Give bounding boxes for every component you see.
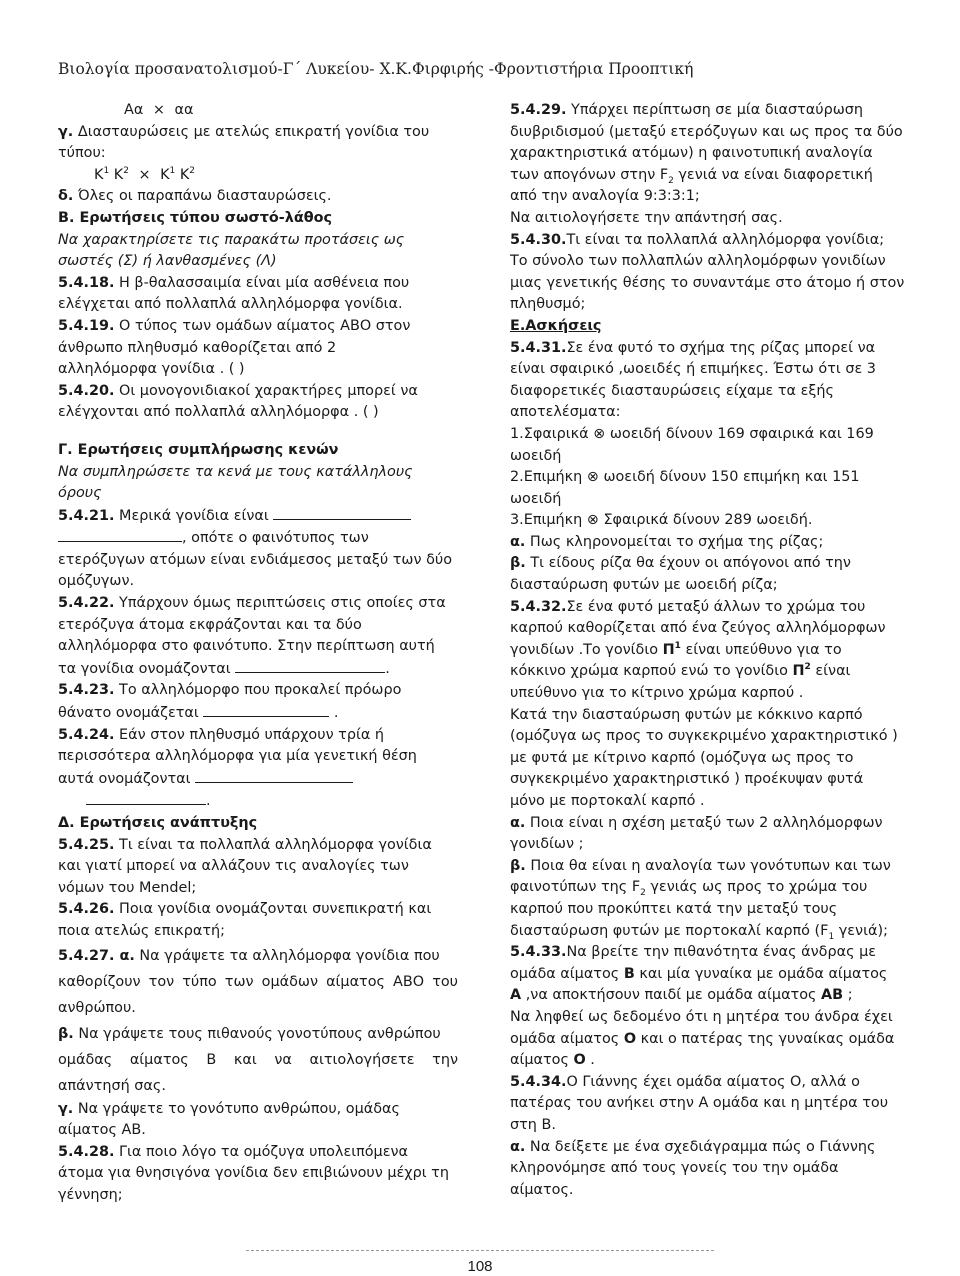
question-5-4-24: 5.4.24. Εάν στον πληθυσμό υπάρχουν τρία ή [58,726,385,743]
question-5-4-21: 5.4.21. Μερικά γονίδια είναι [58,505,458,528]
cross-symbol: × [152,102,165,118]
cross-2: 2.Επιμήκη ⊗ ωοειδή δίνουν 150 επιμήκη και 151 [510,469,860,486]
question-5-4-34: 5.4.34.Ο Γιάννης έχει ομάδα αίματος Ο, αλλά ο [510,1073,860,1090]
cross-k-line: $K^1$ $K^2 \times K^1$ $K^2$ [58,165,458,187]
question-5-4-25: 5.4.25. Τι είναι τα πολλαπλά αλληλόμορφα γονίδια [58,836,432,853]
question-5-4-30: 5.4.30.Τι είναι τα πολλαπλά αλληλόμορφα γονίδια; [510,231,885,248]
page-number: 108 [467,1258,493,1275]
left-column: Αα × αα γ. Διασταυρώσεις με ατελώς επικρατή γονίδια του τύπου: $K^1$ $K^2 \times K^1$ $K^2$ δ. Όλες οι παραπάνω διασταυρώσεις. Β. Ερωτήσεις τύπου σωστό-λάθος Να χαρακτηρίσετε τις παρακάτω προτάσεις ως σωστές (Σ) ή λανθασμένες (Λ) 5.4.18. Η β-θαλασσαιμία είναι μία ασθένεια που ελέγχεται από πολλαπλά αλληλόμορφα γονίδια. 5.4.19. Ο τύπος των ομάδων αίματος ΑΒΟ στον άνθρωπο πληθυσμό καθορίζεται από 2 αλληλόμορφα γονίδια . ( ) 5.4.20. Οι μονογονιδιακοί χαρακτήρες μπορεί να ελέγχονται από πολλαπλά αλληλόμορφα . ( ) Γ. Ερωτήσεις συμπλήρωσης κενών Να συμπληρώσετε τα κενά με τους κατάλληλους όρους 5.4.21. Μερικά γονίδια είναι , οπότε ο φαινότυπος των ετερόζυγων ατόμων είναι ενδιάμεσος μεταξύ των δύο ομόζυγων. 5.4.22. Υπάρχουν όμως περιπτώσεις στις οποίες στα ετερόζυγα άτομα εκφράζονται και τα δύο αλληλόμορφα στο φαινότυπο. Στην περίπτωση αυτή τα γονίδια ονομάζονται . 5.4.23. Το αλληλόμορφο που προκαλεί πρόωρο θάνατο ονομάζεται . 5.4.24. Εάν στον πληθυσμό υπάρχουν τρία ή περισσότερα αλληλόμορφα για μία γενετική θέση αυτά ονομάζονται . Δ. Ερωτήσεις ανάπτυξης 5.4.25. Τι είναι τα πολλαπλά αλληλόμορφα γονίδια και γιατί μπορεί να αλλάζουν τις αναλογίες των νόμων του Mendel; 5.4.26. Ποια γονίδια ονομάζονται συνεπικρατή και ποια ατελώς επικρατή; 5.4.27. α. Να γράψετε τα αλληλόμορφα γονίδια που καθορίζουν τον τύπο των ομάδων αίματος ΑΒΟ του ανθρώπου. β. Να γράψετε τους πιθανούς γονοτύπους ανθρώπου ομάδας αίματος Β και να αιτιολογήσετε την απάντησή σας. γ. Να γράψετε το γονότυπο ανθρώπου, ομάδας αίματος ΑΒ. 5.4.28. Για ποιο λόγο τα ομόζυγα υπολειπόμενα άτομα για θνησιγόνα γονίδια δεν επιβιώνουν μέχρι τη γέννηση; [58,102,458,1203]
cross-circle-icon: ⊗ [586,512,599,529]
question-5-4-22: 5.4.22. Υπάρχουν όμως περιπτώσεις στις οποίες στα [58,595,446,612]
question-5-4-26: 5.4.26. Ποια γονίδια ονομάζονται συνεπικρατή και [58,901,432,918]
section-D-title: Δ. Ερωτήσεις ανάπτυξης [58,815,258,831]
fill-blank [195,768,353,783]
cross-1: 1.Σφαιρικά ⊗ ωοειδή δίνουν 169 σφαιρικά και 169 [510,425,874,442]
question-5-4-19: 5.4.19. Ο τύπος των ομάδων αίματος ΑΒΟ στον [58,317,411,334]
question-5-4-32: 5.4.32.Σε ένα φυτό μεταξύ άλλων το χρώμα του [510,598,866,615]
question-5-4-33: 5.4.33.Να βρείτε την πιθανότητα ένας άνδρας με [510,944,877,961]
cross-3: 3.Επιμήκη ⊗ Σφαιρικά δίνουν 289 ωοειδή. [510,512,813,529]
question-5-4-27-b: β. Να γράψετε τους πιθανούς γονοτύπους ανθρώπου [58,1025,441,1042]
section-E-title: Ε.Ασκήσεις [510,317,602,334]
genotype-Aa: Αα [124,102,144,118]
question-5-4-28: 5.4.28. Για ποιο λόγο τα ομόζυγα υπολειπόμενα [58,1143,409,1160]
right-column: 5.4.29. Υπάρχει περίπτωση σε μία διασταύρωση διυβριδισμού (μεταξύ ετερόζυγων και ως προς τα δύο χαρακτηριστικά ατόμων) η φαινοτυπική αναλογία των απογόνων στην $F_2$ γενιά να είναι διαφορετική από την αναλογία 9:3:3:1; Να αιτιολογήσετε την απάντησή σας. 5.4.30.Τι είναι τα πολλαπλά αλληλόμορφα γονίδια; Το σύνολο των πολλαπλών αλληλομόρφων γονιδίων μιας γενετικής θέσης το συναντάμε στο άτομο ή στον πληθυσμό; Ε.Ασκήσεις 5.4.31.Σε ένα φυτό το σχήμα της ρίζας μπορεί να είναι σφαιρικό ,ωοειδές ή επιμήκες. Έστω ότι σε 3 διαφορετικές διασταυρώσεις είχαμε τα εξής αποτελέσματα: 1.Σφαιρικά ⊗ ωοειδή δίνουν 169 σφαιρικά και 169 ωοειδή 2.Επιμήκη ⊗ ωοειδή δίνουν 150 επιμήκη και 151 ωοειδή 3.Επιμήκη ⊗ Σφαιρικά δίνουν 289 ωοειδή. α. Πως κληρονομείται το σχήμα της ρίζας; β. Τι είδους ρίζα θα έχουν οι απόγονοι από την διασταύρωση φυτών με ωοειδή ρίζα; 5.4.32.Σε ένα φυτό μεταξύ άλλων το χρώμα του καρπού καθορίζεται από ένα ζεύγος αλληλόμορφων γονιδίων .Το γονίδιο $\Pi^1$ είναι υπεύθυνο για το κόκκινο χρώμα καρπού ενώ το γονίδιο $\Pi^2$ είναι υπεύθυνο για το κίτρινο χρώμα καρπού . Κατά την διασταύρωση φυτών με κόκκινο καρπό (ομόζυγα ως προς το συγκεκριμένο χαρακτηριστικό ) με φυτά με κίτρινο καρπό (ομόζυγα ως προς το συγκεκριμένο χαρακτηριστικό ) προέκυψαν φυτά μόνο με πορτοκαλί καρπό . α. Ποια είναι η σχέση μεταξύ των 2 αλληλόμορφων γονιδίων ; β. Ποια θα είναι η αναλογία των γονότυπων και των φαινοτύπων της $F_2$ γενιάς ως προς το χρώμα του καρπού που προκύπτει κατά την μεταξύ τους διασταύρωση φυτών με πορτοκαλί καρπό ($F_1$ γενιά); 5.4.33.Να βρείτε την πιθανότητα ένας άνδρας με ομάδα αίματος Β και μία γυναίκα με ομάδα αίματος Α ,να αποκτήσουν παιδί με ομάδα αίματος ΑΒ ; Να ληφθεί ως δεδομένο ότι η μητέρα του άνδρα έχει ομάδα αίματος Ο και ο πατέρας της γυναίκας ομάδα αίματος Ο . 5.4.34.Ο Γιάννης έχει ομάδα αίματος Ο, αλλά ο πατέρας του ανήκει στην Α ομάδα και η μητέρα του στη Β. α. Να δείξετε με ένα σχεδιάγραμμα πώς ο Γιάννης κληρονόμησε από τους γονείς του την ομάδα αίματος. [510,100,910,1201]
section-B-title: Β. Ερωτήσεις τύπου σωστό-λάθος [58,209,333,226]
fill-blank [58,527,182,542]
question-5-4-31: 5.4.31.Σε ένα φυτό το σχήμα της ρίζας μπορεί να [510,339,876,356]
fill-blank [273,505,411,520]
option-g: γ. Διασταυρώσεις με ατελώς επικρατή γονίδια του [58,123,430,140]
question-5-4-29: 5.4.29. Υπάρχει περίπτωση σε μία διασταύρωση [510,102,864,118]
question-5-4-27: 5.4.27. α. Να γράψετε τα αλληλόμορφα γονίδια που [58,947,440,964]
fill-blank [86,790,206,805]
cross-aa-line [58,100,458,122]
question-5-4-27-c: γ. Να γράψετε το γονότυπο ανθρώπου, ομάδας [58,1100,400,1117]
footer-divider [246,1250,714,1251]
option-g-cont: τύπου: [58,145,106,162]
section-G-title: Γ. Ερωτήσεις συμπλήρωσης κενών [58,441,339,458]
option-d: δ. Όλες οι παραπάνω διασταυρώσεις. [58,188,332,205]
question-5-4-20: 5.4.20. Οι μονογονιδιακοί χαρακτήρες μπορεί να [58,382,418,399]
cross-symbol: × [138,166,151,183]
genotype-aa: αα [174,102,194,118]
fill-blank [203,702,329,717]
cross-circle-icon: ⊗ [586,469,599,486]
page-header: Βιολογία προσανατολισμού-Γ΄ Λυκείου- Χ.Κ.Φιρφιρής -Φροντιστήρια Προοπτική [58,60,694,78]
section-G-instructions: Να συμπληρώσετε τα κενά με τους κατάλληλους [58,463,413,480]
fill-blank [235,658,385,673]
cross-circle-icon: ⊗ [593,425,606,442]
section-B-instructions: Να χαρακτηρίσετε τις παρακάτω προτάσεις ως [58,231,405,248]
question-5-4-23: 5.4.23. Το αλληλόμορφο που προκαλεί πρόωρο [58,682,402,699]
question-5-4-18: 5.4.18. Η β-θαλασσαιμία είναι μία ασθένεια που [58,274,410,291]
